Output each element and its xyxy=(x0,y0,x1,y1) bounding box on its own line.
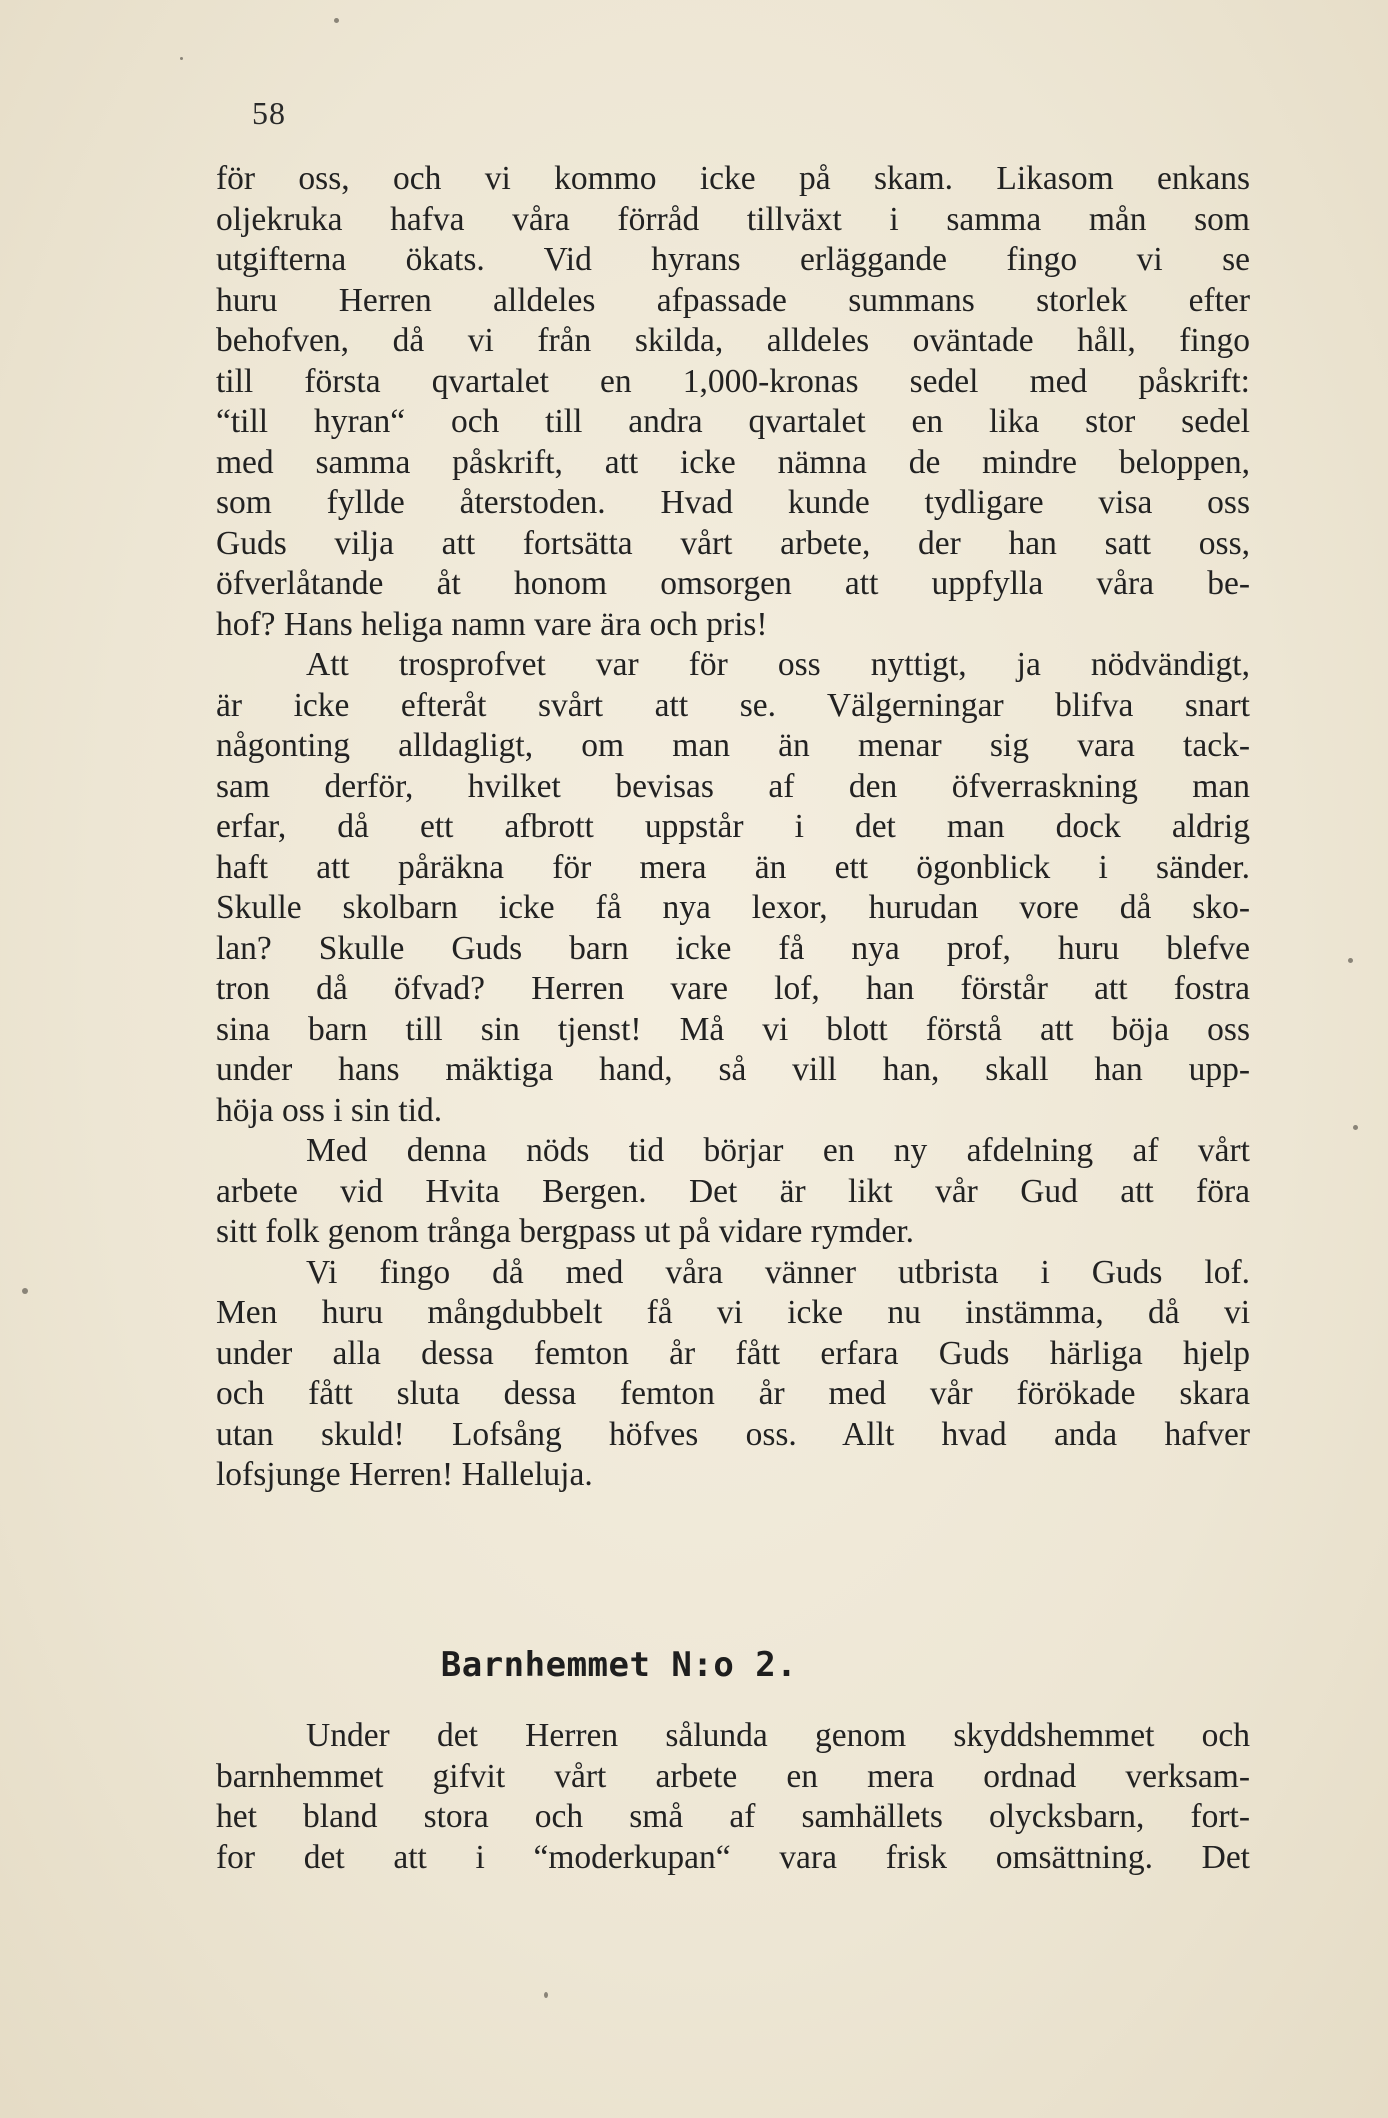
text-line: Men huru mångdubbelt få vi icke nu instämma, då vi xyxy=(216,1294,1250,1331)
text-line: for det att i “moderkupan“ vara frisk omsättning. Det xyxy=(216,1838,1250,1876)
section-heading: Barnhemmet N:o 2. xyxy=(440,1645,798,1685)
text-line: utgifterna ökats. Vid hyrans erläggande fingo vi se xyxy=(216,241,1250,278)
paper-speck xyxy=(1348,958,1353,963)
text-line: utan skuld! Lofsång höfves oss. Allt hvad anda hafver xyxy=(216,1415,1250,1453)
paper-speck xyxy=(22,1288,28,1294)
body-text xyxy=(216,159,1250,1496)
text-line: erfar, då ett afbrott uppstår i det man dock aldrig xyxy=(216,808,1250,845)
text-line: tron då öfvad? Herren vare lof, han förstår att fostra xyxy=(216,970,1250,1007)
text-line: hof? Hans heliga namn vare ära och pris! xyxy=(216,605,768,643)
text-line: “till hyran“ och till andra qvartalet en lika stor sedel xyxy=(216,403,1250,440)
text-line: öfverlåtande åt honom omsorgen att uppfylla våra be- xyxy=(216,565,1250,602)
text-line: huru Herren alldeles afpassade summans storlek efter xyxy=(216,281,1250,319)
text-line: lofsjunge Herren! Halleluja. xyxy=(216,1456,593,1493)
text-line: oljekruka hafva våra förråd tillväxt i samma mån som xyxy=(216,200,1250,238)
page-number: 58 xyxy=(252,95,286,131)
text-line: Att trosprofvet var för oss nyttigt, ja nödvändigt, xyxy=(306,646,1250,683)
text-line: till första qvartalet en 1,000-kronas sedel med påskrift: xyxy=(216,362,1250,400)
text-line: är icke efteråt svårt att se. Välgerningar blifva snart xyxy=(216,686,1250,724)
text-line: Skulle skolbarn icke få nya lexor, hurudan vore då sko- xyxy=(216,889,1250,926)
paper-speck xyxy=(334,18,339,23)
text-line: under hans mäktiga hand, så vill han, skall han upp- xyxy=(216,1051,1250,1088)
text-line: het bland stora och små af samhällets olycksbarn, fort- xyxy=(216,1798,1250,1835)
text-line: Under det Herren sålunda genom skyddshemmet och xyxy=(306,1717,1250,1754)
paper-speck xyxy=(1353,1125,1358,1130)
text-line: höja oss i sin tid. xyxy=(216,1091,443,1129)
text-line: Med denna nöds tid börjar en ny afdelning af vårt xyxy=(306,1132,1250,1169)
text-line: sam derför, hvilket bevisas af den öfverraskning man xyxy=(216,767,1250,805)
text-line: Vi fingo då med våra vänner utbrista i Guds lof. xyxy=(306,1253,1250,1291)
paper-speck xyxy=(544,1992,548,1998)
text-line: arbete vid Hvita Bergen. Det är likt vår Gud att föra xyxy=(216,1172,1250,1210)
text-line: som fyllde återstoden. Hvad kunde tydligare visa oss xyxy=(216,484,1250,521)
text-line: någonting alldagligt, om man än menar sig vara tack- xyxy=(216,727,1250,764)
paper-speck xyxy=(180,57,183,60)
text-line: under alla dessa femton år fått erfara Guds härliga hjelp xyxy=(216,1334,1250,1372)
text-line: och fått sluta dessa femton år med vår förökade skara xyxy=(216,1375,1250,1412)
text-line: barnhemmet gifvit vårt arbete en mera ordnad verksam- xyxy=(216,1757,1250,1795)
text-line: Guds vilja att fortsätta vårt arbete, der han satt oss, xyxy=(216,524,1250,562)
text-line: haft att påräkna för mera än ett ögonblick i sänder. xyxy=(216,848,1250,886)
text-line: för oss, och vi kommo icke på skam. Likasom enkans xyxy=(216,160,1250,197)
text-line: med samma påskrift, att icke nämna de mindre beloppen, xyxy=(216,443,1250,481)
text-line: lan? Skulle Guds barn icke få nya prof, huru blefve xyxy=(216,929,1250,967)
body-text-continued xyxy=(216,1716,1250,1878)
text-line: behofven, då vi från skilda, alldeles oväntade håll, fingo xyxy=(216,322,1250,359)
text-line: sina barn till sin tjenst! Må vi blott förstå att böja oss xyxy=(216,1010,1250,1048)
text-line: sitt folk genom trånga bergpass ut på vidare rymder. xyxy=(216,1213,915,1250)
